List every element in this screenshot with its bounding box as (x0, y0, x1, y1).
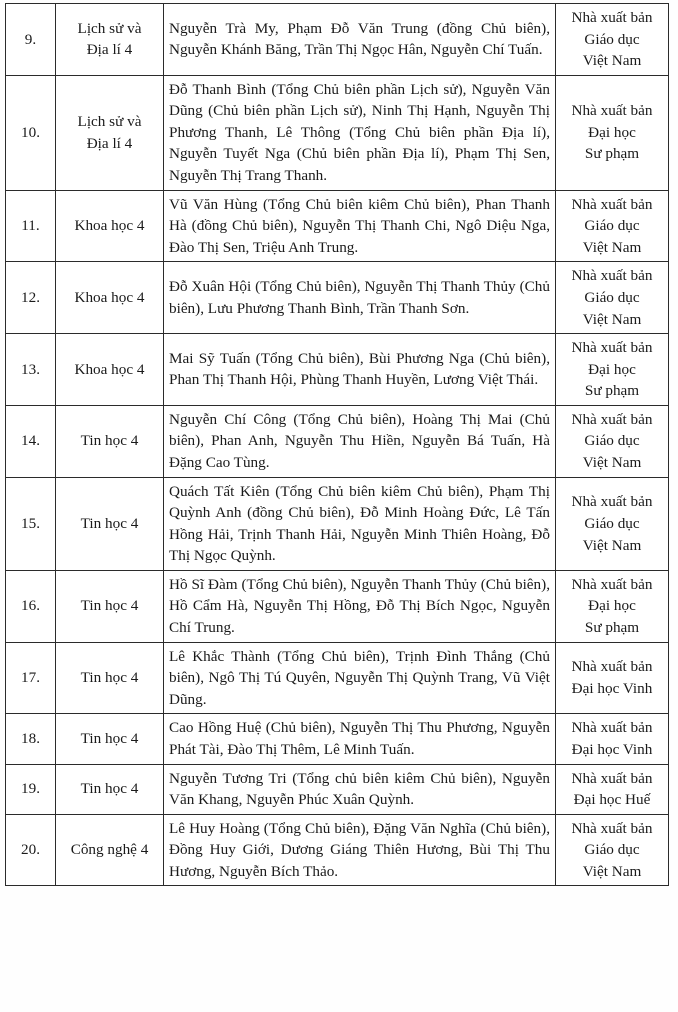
publisher-line: Đại học Huế (573, 791, 651, 809)
table-row (6, 814, 669, 886)
table-row (6, 714, 669, 764)
publisher-line: Nhà xuất bản (571, 9, 653, 26)
subject-cell (56, 334, 164, 406)
publisher-line: Đại học Vinh (571, 740, 653, 758)
table-row (6, 75, 669, 190)
publisher-line: Nhà xuất bản (571, 339, 653, 357)
subject-line: Địa lí 4 (86, 41, 133, 59)
table-row (6, 570, 669, 642)
publisher-line: Giáo dục (584, 288, 640, 306)
row-number-cell: 14. (6, 405, 56, 477)
publisher-cell (556, 75, 669, 190)
row-number-cell: 16. (6, 570, 56, 642)
subject-cell (56, 642, 164, 714)
row-number-cell: 17. (6, 642, 56, 714)
subject-cell (56, 4, 164, 76)
subject-line: Địa lí 4 (86, 134, 133, 152)
publisher-cell (556, 714, 669, 764)
publisher-line: Giáo dục (584, 841, 640, 859)
publisher-cell (556, 4, 669, 76)
publisher-line: Nhà xuất bản (571, 769, 653, 787)
subject-cell (56, 190, 164, 262)
subject-cell (56, 570, 164, 642)
publisher-line: Nhà xuất bản (571, 719, 653, 737)
publisher-cell (556, 190, 669, 262)
publisher-cell (556, 764, 669, 814)
publisher-line: Việt Nam (582, 862, 642, 880)
subject-cell (56, 814, 164, 886)
publisher-cell (556, 477, 669, 570)
authors-cell: Mai Sỹ Tuấn (Tổng Chủ biên), Bùi Phương Nga (Chủ biên), Phan Thị Thanh Hội, Phùng Thanh Huyền, Lương Việt Thái. (164, 334, 556, 406)
publisher-line: Nhà xuất bản (571, 658, 653, 676)
publisher-cell (556, 814, 669, 886)
authors-cell: Lê Huy Hoàng (Tổng Chủ biên), Đặng Văn Nghĩa (Chủ biên), Đồng Huy Giới, Dương Giáng Thiên Hương, Bùi Thị Thu Hương, Nguyễn Bích Thảo. (164, 814, 556, 886)
row-number-cell: 13. (6, 334, 56, 406)
authors-cell: Cao Hồng Huệ (Chủ biên), Nguyễn Thị Thu Phương, Nguyễn Phát Tài, Đào Thị Thêm, Lê Minh Tuấn. (164, 714, 556, 764)
publisher-cell (556, 570, 669, 642)
subject-line: Lịch sử và (77, 19, 142, 37)
publisher-line: Giáo dục (584, 514, 640, 532)
publisher-line: Việt Nam (582, 52, 642, 70)
subject-line: Tin học 4 (80, 514, 139, 532)
subject-line: Công nghệ 4 (70, 841, 149, 859)
publisher-line: Đại học Vinh (571, 679, 653, 697)
table-body (6, 4, 669, 886)
table-row (6, 642, 669, 714)
subject-cell (56, 764, 164, 814)
publisher-line: Sư phạm (584, 619, 640, 637)
authors-cell: Vũ Văn Hùng (Tổng Chủ biên kiêm Chủ biên), Phan Thanh Hà (đồng Chủ biên), Nguyễn Thị Thanh Chi, Ngô Diệu Nga, Đào Thị Sen, Triệu Anh Trung. (164, 190, 556, 262)
row-number-cell: 19. (6, 764, 56, 814)
publisher-line: Đại học (588, 597, 636, 615)
table-row (6, 477, 669, 570)
textbook-list-table (5, 3, 669, 886)
table-row (6, 405, 669, 477)
authors-cell: Đỗ Thanh Bình (Tổng Chủ biên phần Lịch sử), Nguyễn Văn Dũng (Chủ biên phần Lịch sử), Ninh Thị Hạnh, Nguyễn Thị Phương Thanh, Lê Thông (Tổng Chủ biên phần Địa lí), Nguyễn Tuyết Nga (Chủ biên phần Địa lí), Phạm Thị Sen, Nguyễn Thị Trang Thanh. (164, 75, 556, 190)
subject-line: Khoa học 4 (74, 288, 145, 306)
publisher-line: Sư phạm (584, 382, 640, 400)
subject-line: Tin học 4 (80, 780, 139, 798)
table-row (6, 764, 669, 814)
row-number-cell: 18. (6, 714, 56, 764)
subject-cell (56, 714, 164, 764)
authors-cell: Hồ Sĩ Đàm (Tổng Chủ biên), Nguyễn Thanh Thủy (Chủ biên), Hồ Cẩm Hà, Nguyễn Thị Hồng, Đỗ Thị Bích Ngọc, Nguyễn Chí Trung. (164, 570, 556, 642)
publisher-line: Đại học (588, 123, 636, 141)
publisher-line: Nhà xuất bản (571, 575, 653, 593)
table-row (6, 262, 669, 334)
publisher-cell (556, 405, 669, 477)
publisher-line: Nhà xuất bản (571, 195, 653, 213)
subject-cell (56, 477, 164, 570)
publisher-cell (556, 642, 669, 714)
table-row (6, 334, 669, 406)
publisher-line: Nhà xuất bản (571, 410, 653, 428)
row-number-cell: 12. (6, 262, 56, 334)
row-number-cell: 15. (6, 477, 56, 570)
publisher-line: Nhà xuất bản (571, 493, 653, 511)
publisher-cell (556, 334, 669, 406)
authors-cell: Đỗ Xuân Hội (Tổng Chủ biên), Nguyễn Thị Thanh Thủy (Chủ biên), Lưu Phương Thanh Bình, Trần Thanh Sơn. (164, 262, 556, 334)
subject-cell (56, 405, 164, 477)
row-number-cell: 9. (6, 4, 56, 76)
subject-line: Khoa học 4 (74, 360, 145, 378)
subject-line: Tin học 4 (80, 669, 139, 687)
publisher-line: Nhà xuất bản (571, 102, 653, 120)
subject-line: Tin học 4 (80, 597, 139, 615)
publisher-line: Việt Nam (582, 310, 642, 328)
row-number-cell: 11. (6, 190, 56, 262)
publisher-line: Nhà xuất bản (571, 267, 653, 285)
publisher-cell (556, 262, 669, 334)
publisher-line: Việt Nam (582, 536, 642, 554)
publisher-line: Sư phạm (584, 145, 640, 163)
authors-cell: Nguyễn Tương Tri (Tổng chủ biên kiêm Chủ biên), Nguyễn Văn Khang, Nguyễn Phúc Xuân Quỳnh. (164, 764, 556, 814)
publisher-line: Việt Nam (582, 238, 642, 256)
authors-cell: Nguyễn Trà My, Phạm Đỗ Văn Trung (đồng Chủ biên), Nguyễn Khánh Băng, Trần Thị Ngọc Hân, Nguyễn Chí Tuấn. (164, 4, 556, 76)
authors-cell: Nguyễn Chí Công (Tổng Chủ biên), Hoàng Thị Mai (Chủ biên), Phan Anh, Nguyễn Thu Hiền, Nguyễn Bá Tuấn, Hà Đặng Cao Tùng. (164, 405, 556, 477)
subject-line: Tin học 4 (80, 730, 139, 748)
publisher-line: Giáo dục (584, 30, 640, 48)
table-row (6, 4, 669, 76)
authors-cell: Quách Tất Kiên (Tổng Chủ biên kiêm Chủ biên), Phạm Thị Quỳnh Anh (đồng Chủ biên), Đỗ Minh Hoàng Đức, Lê Tấn Hồng Hải, Trịnh Thanh Hải, Nguyễn Minh Thiên Hoàng, Đỗ Thị Ngọc Quỳnh. (164, 477, 556, 570)
publisher-line: Đại học (588, 360, 636, 378)
publisher-line: Nhà xuất bản (571, 819, 653, 837)
subject-line: Lịch sử và (77, 113, 142, 131)
subject-cell (56, 75, 164, 190)
publisher-line: Việt Nam (582, 453, 642, 471)
publisher-line: Giáo dục (584, 432, 640, 450)
row-number-cell: 10. (6, 75, 56, 190)
row-number-cell: 20. (6, 814, 56, 886)
table-row (6, 190, 669, 262)
publisher-line: Giáo dục (584, 217, 640, 235)
subject-line: Khoa học 4 (74, 217, 145, 235)
subject-line: Tin học 4 (80, 432, 139, 450)
authors-cell: Lê Khắc Thành (Tổng Chủ biên), Trịnh Đình Thắng (Chủ biên), Ngô Thị Tú Quyên, Nguyễn Thị Quỳnh Trang, Vũ Việt Dũng. (164, 642, 556, 714)
subject-cell (56, 262, 164, 334)
